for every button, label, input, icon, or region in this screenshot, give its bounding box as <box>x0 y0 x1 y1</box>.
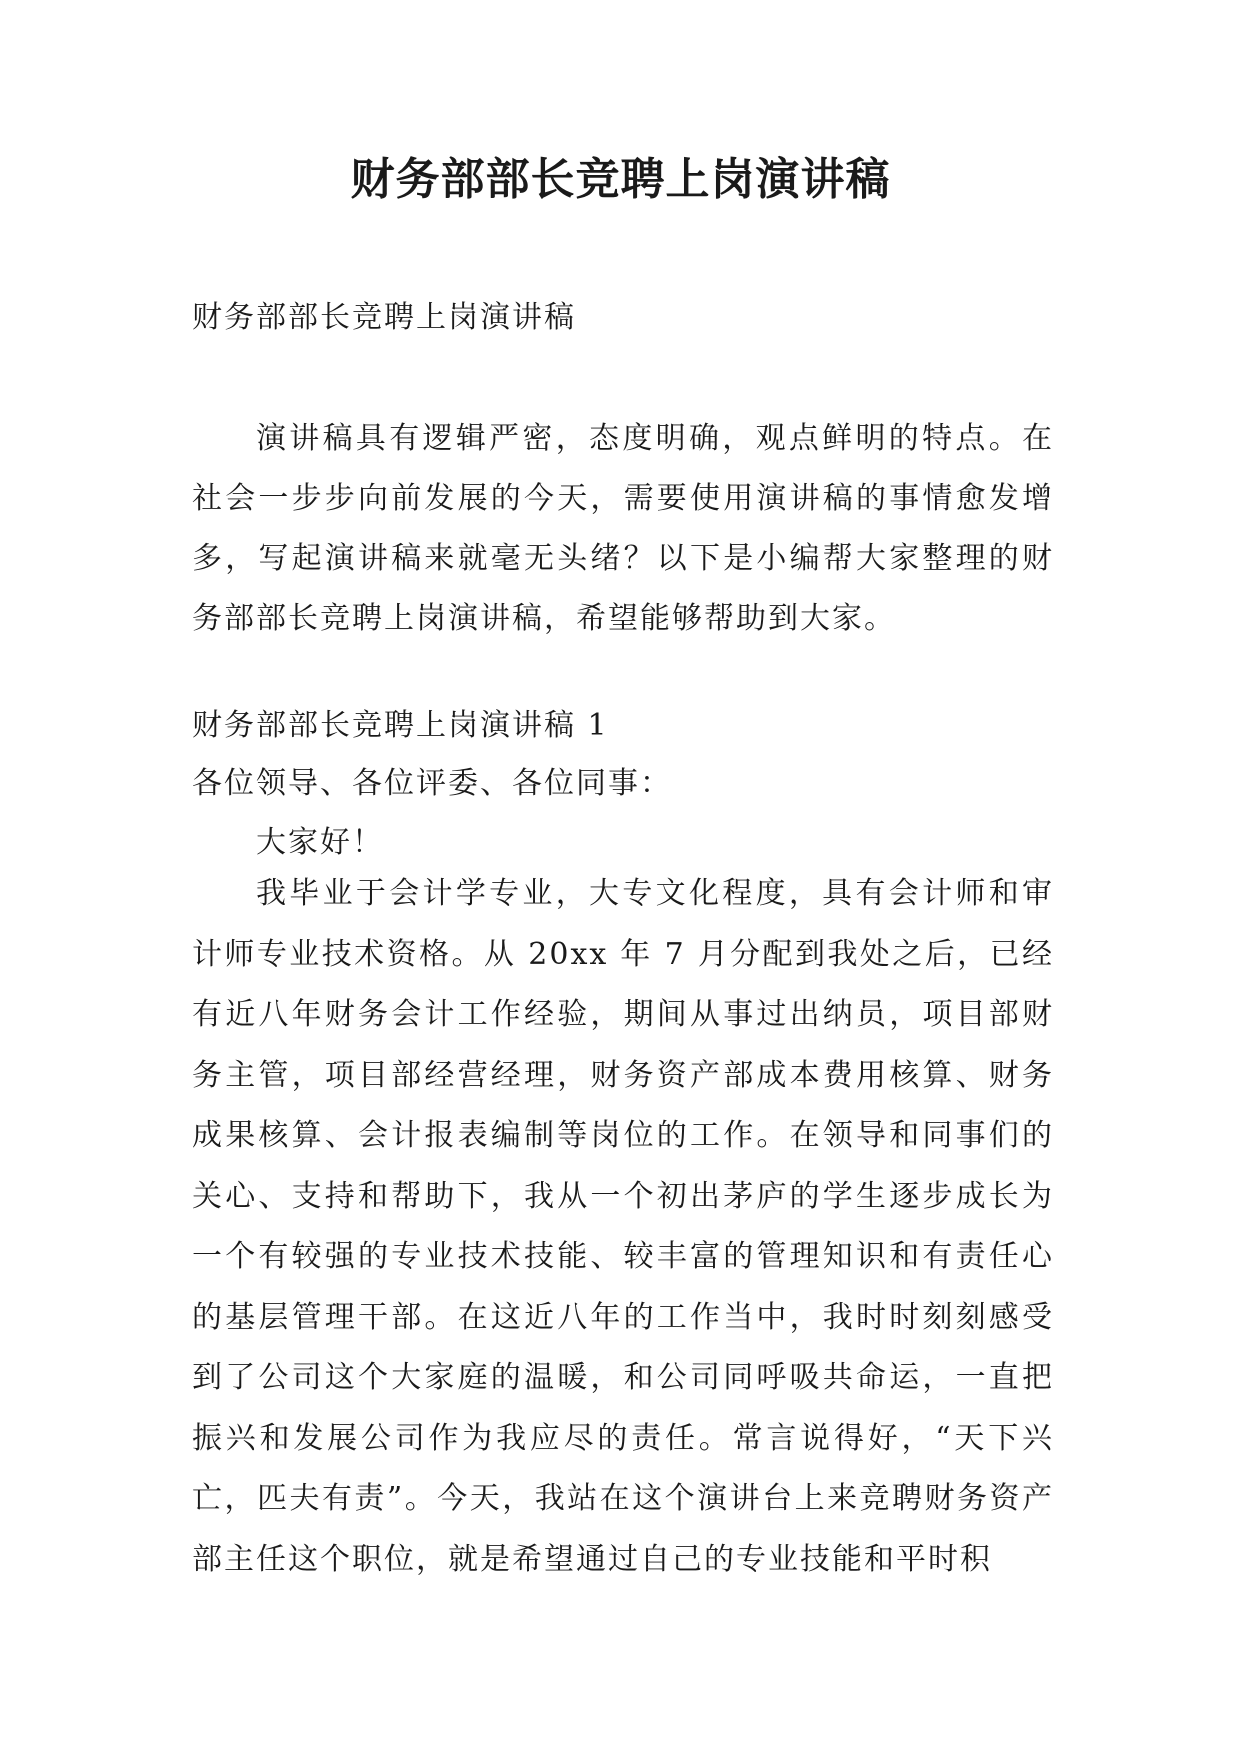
intro-paragraph: 演讲稿具有逻辑严密，态度明确，观点鲜明的特点。在社会一步步向前发展的今天，需要使用演讲稿的事情愈发增多，写起演讲稿来就毫无头绪？以下是小编帮大家整理的财务部部长竞聘上岗演讲稿，希望能够帮助到大家。 <box>192 421 1054 636</box>
speech-paragraph: 我毕业于会计学专业，大专文化程度，具有会计师和审计师专业技术资格。从 20xx 年 7 月分配到我处之后，已经有近八年财务会计工作经验，期间从事过出纳员，项目部财务主管，项目部经营经理，财务资产部成本费用核算、财务成果核算、会计报表编制等岗位的工作。在领导和同事们的关心、支持和帮助下，我从一个初出茅庐的学生逐步成长为一个有较强的专业技术技能、较丰富的管理知识和有责任心的基层管理干部。在这近八年的工作当中，我时时刻刻感受到了公司这个大家庭的温暖，和公司同呼吸共命运，一直把振兴和发展公司作为我应尽的责任。常言说得好，“天下兴亡，匹夫有责”。今天，我站在这个演讲台上来竞聘财务资产部主任这个职位，就是希望通过自己的专业技能和平时积 <box>192 876 1054 1577</box>
salutation-line: 各位领导、各位评委、各位同事： <box>192 766 672 801</box>
document-subtitle: 财务部部长竞聘上岗演讲稿 <box>192 300 576 335</box>
section-heading: 财务部部长竞聘上岗演讲稿 1 <box>192 708 609 743</box>
greeting-line: 大家好！ <box>256 825 384 860</box>
document-title: 财务部部长竞聘上岗演讲稿 <box>350 154 891 205</box>
